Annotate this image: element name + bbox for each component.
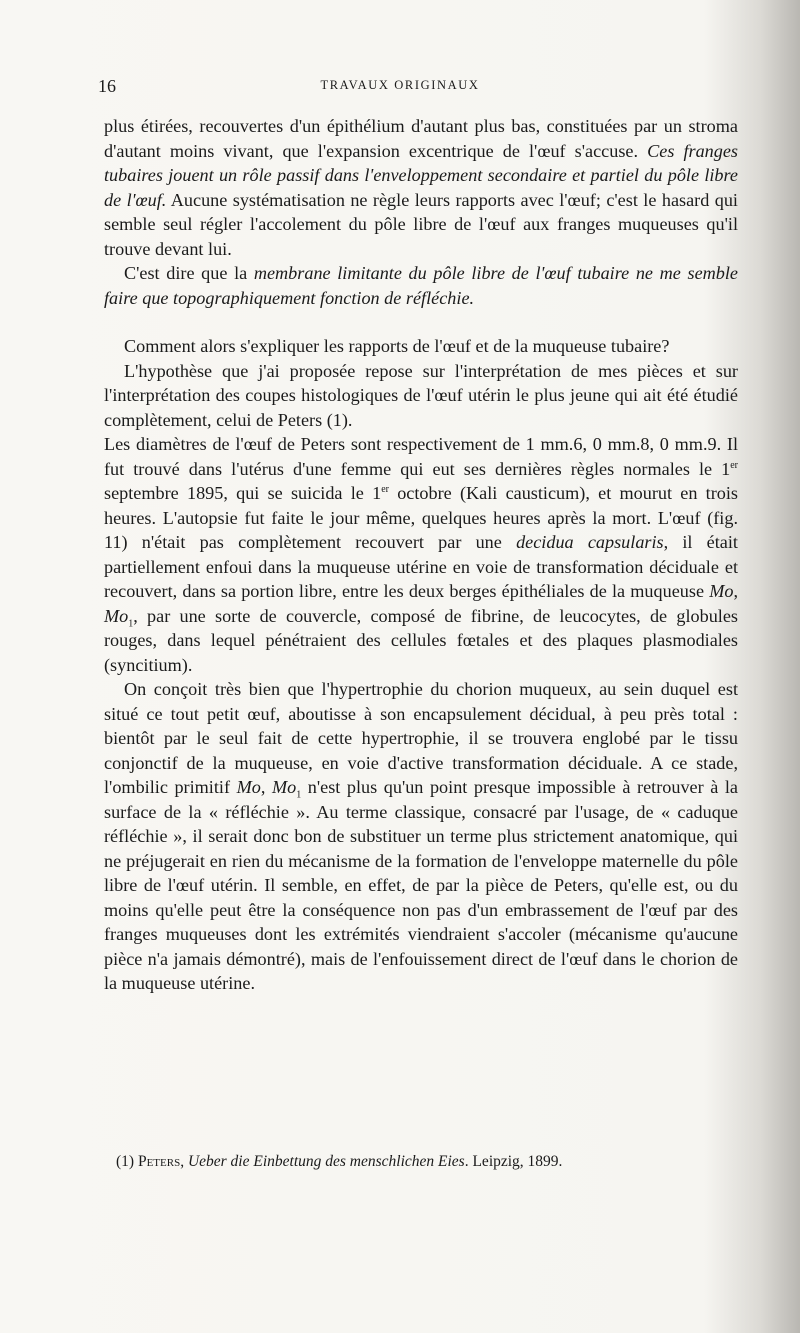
text-run: C'est dire que la	[124, 263, 254, 283]
paragraph: On conçoit très bien que l'hypertrophie du chorion muqueux, au sein duquel est situé ce tout petit œuf, aboutisse à son encapsulement décidual, à peu près total : bientôt par le seul fait de cette hypertrophie, il se trouvera englobé par le tissu conjonctif de la muqueuse, en voie d'active transformation déciduale. A ce stade, l'ombilic primitif Mo, $Mo_1$ n'est plus qu'un point presque impossible à retrouver à la surface de la « réfléchie ». Au terme classique, consacré par l'usage, de « caduque réfléchie », il serait donc bon de substituer un terme plus strictement anatomique, qui ne préjugerait en rien du mécanisme de la formation de l'enveloppe maternelle du pôle libre de l'œuf utérin. Il semble, en effet, de par la pièce de Peters, qu'elle est, ou du moins qu'elle peut être la conséquence non pas d'un embrassement de l'œuf par des franges muqueuses dont les extrémités viendraient s'accoler (mécanisme qu'aucune pièce n'a jamais démontré), mais de l'enfouissement direct de l'œuf dans le chorion de la muqueuse utérine.	[104, 679, 738, 993]
text-run: n'est plus qu'un point presque impossible à retrouver à la surface de la « réfléchie ». Au terme classique, consacré par l'usage, de « caduque réfléchie », il serait donc bon de substituer un terme plus strictement anatomique, qui ne préjugerait en rien du mécanisme de la formation de l'enveloppe maternelle du pôle libre de l'œuf utérin. Il semble, en effet, de par la pièce de Peters, qu'elle est, ou du moins qu'elle peut être la conséquence non pas d'un embrassement de l'œuf par des franges muqueuses dont les extrémités viendraient s'accoler (mécanisme qu'aucune pièce n'a jamais démontré), mais de l'enfouissement direct de l'œuf dans le chorion de la muqueuse utérine.	[104, 777, 738, 993]
subscript: 1	[128, 618, 134, 630]
paragraph: Les diamètres de l'œuf de Peters sont respectivement de 1 mm.6, 0 mm.8, 0 mm.9. Il fut trouvé dans l'utérus d'une femme qui eut ses dernières règles normales le 1er septembre 1895, qui se suicida le 1er octobre (Kali causticum), et mourut en trois heures. L'autopsie fut faite le jour même, quelques heures après la mort. L'œuf (fig. 11) n'était pas complètement recouvert par une decidua capsularis, il était partiellement enfoui dans la muqueuse utérine en voie de transformation déciduale et recouvert, dans sa portion libre, entre les deux berges épithéliales de la muqueuse Mo, $Mo_1$, par une sorte de couvercle, composé de fibrine, de leucocytes, de globules rouges, dans lequel pénétraient des cellules fœtales et des plaques plasmodiales (syncitium).	[104, 434, 738, 675]
text-run: octobre (Kali causticum), et mourut en trois heures. L'autopsie fut faite le jour même, quelques heures après la mort. L'œuf (fig. 11) n'était pas complètement recouvert par une	[104, 483, 738, 552]
text-run: , il était partiellement enfoui dans la muqueuse utérine en voie de transformation déciduale et recouvert, dans sa portion libre, entre les deux berges épithéliales de la muqueuse	[104, 532, 738, 601]
figure-label: Mo	[104, 605, 129, 626]
figure-label: Mo	[709, 581, 734, 601]
running-head: TRAVAUX ORIGINAUX	[320, 78, 480, 92]
paragraph	[104, 261, 738, 310]
figure-label: Mo	[236, 777, 261, 797]
figure-label: Mo	[271, 777, 297, 797]
text-run: On conçoit très bien que l'hypertrophie du chorion muqueux, au sein duquel est situé ce tout petit œuf, aboutisse à son encapsulement décidual, à peu près total : bientôt par le seul fait de cette hypertrophie, il se trouvera englobé par le tissu conjonctif de la muqueuse, en voie d'active transformation déciduale. A ce stade, l'ombilic primitif	[104, 679, 738, 797]
footnote-marker: (1)	[116, 1153, 138, 1170]
text-run: , par une sorte de couvercle, composé de fibrine, de leucocytes, de globules rouges, dans lequel pénétraient des cellules fœtales et des plaques plasmodiales (syncitium).	[104, 605, 738, 675]
paragraph: Comment alors s'expliquer les rapports de l'œuf et de la muqueuse tubaire?	[124, 336, 670, 356]
text-run: septembre 1895, qui se suicida le 1	[104, 483, 382, 503]
italic-run: Ces franges tubaires jouent un rôle passif dans l'enveloppement secondaire et partiel du pôle libre de l'œuf.	[104, 140, 739, 210]
text-run: plus étirées, recouvertes d'un épithélium d'autant plus bas, constituées par un stroma d'autant moins vivant, que l'expansion excentrique de l'œuf s'accuse.	[104, 116, 738, 161]
italic-run: membrane limitante du pôle libre de l'œuf tubaire ne me semble faire que topographiquement fonction de réfléchie.	[104, 263, 738, 308]
footnote-title: Ueber die Einbettung des menschlichen Eies	[187, 1153, 465, 1170]
footnote-rest: . Leipzig, 1899.	[464, 1153, 563, 1170]
superscript: er	[381, 483, 389, 495]
paragraph: L'hypothèse que j'ai proposée repose sur l'interprétation de mes pièces et sur l'interprétation des coupes histologiques de l'œuf utérin le plus jeune qui ait été étudié complètement, celui de Peters (1).	[104, 360, 738, 430]
footnote: (1) Peters, Ueber die Einbettung des menschlichen Eies. Leipzig, 1899.	[116, 1153, 563, 1170]
subscript: 1	[296, 789, 302, 801]
text-run: Aucune systématisation ne règle leurs rapports avec l'œuf; c'est le hasard qui semble seul régler l'accolement du pôle libre de l'œuf aux franges muqueuses qu'il trouve devant lui.	[104, 189, 738, 259]
page-number: 16	[98, 76, 116, 96]
footnote-author: Peters	[137, 1153, 181, 1170]
text-run: Les diamètres de l'œuf de Peters sont respectivement de 1 mm.6, 0 mm.8, 0 mm.9. Il fut trouvé dans l'utérus d'une femme qui eut ses dernières règles normales le 1	[104, 434, 738, 479]
superscript: er	[730, 459, 738, 471]
body-text	[104, 114, 738, 996]
italic-run: decidua capsularis	[516, 532, 664, 552]
paragraph	[104, 114, 738, 261]
